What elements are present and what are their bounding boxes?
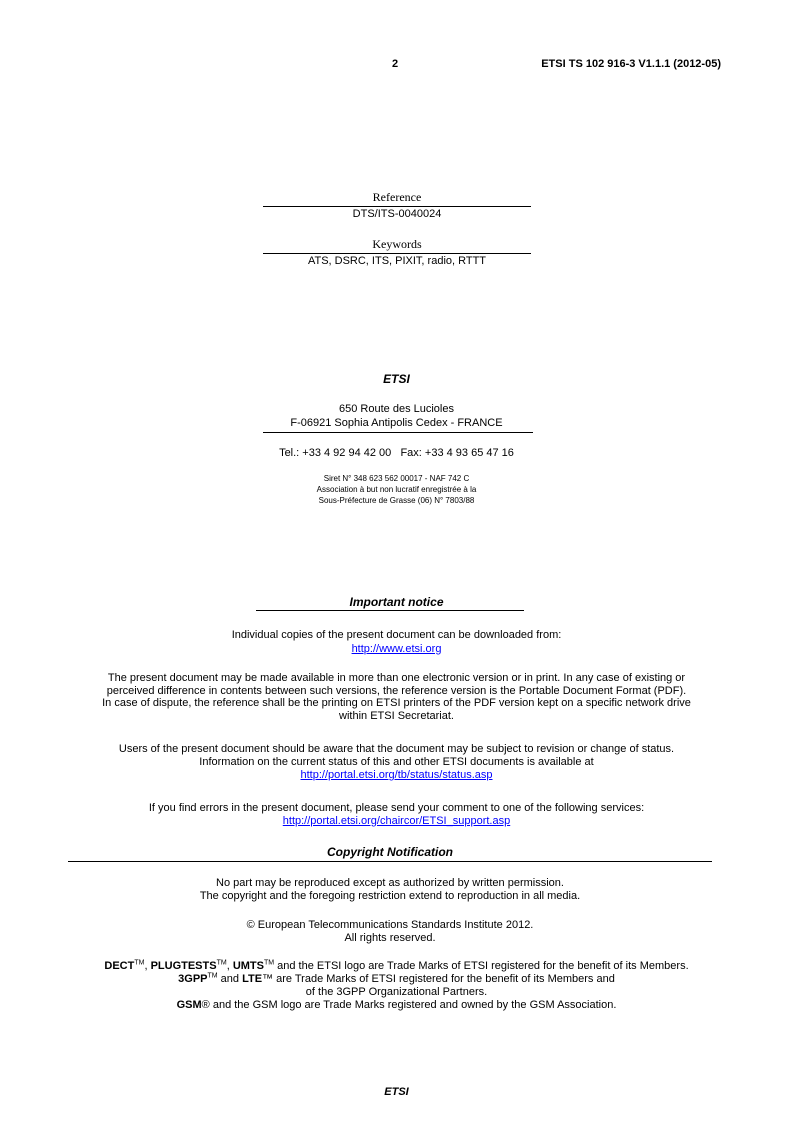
- support-link[interactable]: http://portal.etsi.org/chaircor/ETSI_support.asp: [282, 815, 511, 827]
- trademarks-block: [0, 960, 793, 1012]
- tm-sup: TM: [134, 959, 145, 967]
- copyright-owner-block: [0, 919, 780, 945]
- dect-mark: DECT: [104, 960, 135, 972]
- trademark-line-4-tail: ® and the GSM logo are Trade Marks registered and owned by the GSM Association.: [201, 999, 617, 1011]
- trademark-line-3: of the 3GPP Organizational Partners.: [305, 986, 488, 998]
- legal-line-3: Sous-Préfecture de Grasse (06) N° 7803/88: [318, 496, 475, 505]
- umts-mark: UMTS: [232, 960, 264, 972]
- address-divider: [263, 432, 533, 433]
- notice-p1-line-1: The present document may be made available in more than one electronic version or in print. In any case of existing or: [107, 672, 686, 684]
- copyright-title: Copyright Notification: [327, 845, 453, 859]
- important-notice-title: Important notice: [349, 595, 444, 609]
- notice-p1-line-4: within ETSI Secretariat.: [339, 709, 454, 722]
- tm-sup: TM: [207, 972, 218, 980]
- keywords-divider: [263, 253, 531, 254]
- notice-p1-line-2: perceived difference in contents between such versions, the reference version is the Portable Document Format (PDF).: [106, 684, 687, 697]
- copyright-line-2: The copyright and the foregoing restriction extend to reproduction in all media.: [199, 890, 581, 902]
- legal-line-1: Siret N° 348 623 562 00017 - NAF 742 C: [323, 474, 470, 483]
- copyright-block: [0, 877, 780, 903]
- 3gpp-mark: 3GPP: [178, 973, 208, 985]
- plugtests-mark: PLUGTESTS: [150, 960, 217, 972]
- copyright-line-1: No part may be reproduced except as authorized by written permission.: [216, 877, 564, 889]
- keywords-value: ATS, DSRC, ITS, PIXIT, radio, RTTT: [307, 255, 487, 267]
- legal-line-2: Association à but non lucratif enregistrée à la: [316, 485, 477, 494]
- trademark-line-1-tail: and the ETSI logo are Trade Marks of ETSI registered for the benefit of its Members.: [274, 960, 689, 972]
- notice-divider: [256, 610, 524, 611]
- address-city: F-06921 Sophia Antipolis Cedex - FRANCE: [290, 417, 503, 429]
- trademark-line-2-tail: ™ are Trade Marks of ETSI registered for the benefit of its Members and: [262, 973, 615, 985]
- phone-fax: Tel.: +33 4 92 94 42 00 Fax: +33 4 93 65 47 16: [279, 447, 514, 459]
- trademark-line-4: [0, 999, 793, 1012]
- notice-p2-line-2: Information on the current status of this and other ETSI documents is available at: [199, 756, 594, 768]
- tm-sup: TM: [216, 959, 227, 967]
- etsi-website-link[interactable]: http://www.etsi.org: [351, 643, 442, 655]
- notice-paragraph-1: [40, 672, 753, 722]
- reference-label: Reference: [372, 190, 422, 204]
- notice-paragraph-3: [40, 802, 753, 828]
- download-text: Individual copies of the present document can be downloaded from:: [231, 629, 562, 641]
- copyright-line-4: All rights reserved.: [344, 932, 436, 944]
- download-link-wrap: [0, 643, 793, 655]
- notice-p2-line-1: Users of the present document should be aware that the document may be subject to revision or change of status.: [118, 743, 675, 755]
- document-id: ETSI TS 102 916-3 V1.1.1 (2012-05): [541, 58, 721, 70]
- notice-paragraph-2: [40, 743, 753, 782]
- copyright-line-3: © European Telecommunications Standards Institute 2012.: [246, 919, 534, 931]
- reference-divider: [263, 206, 531, 207]
- notice-p3-line-1: If you find errors in the present document, please send your comment to one of the following services:: [148, 802, 645, 814]
- trademark-line-2: [0, 973, 793, 986]
- keywords-label: Keywords: [372, 237, 422, 251]
- gsm-mark: GSM: [176, 999, 202, 1011]
- and-text: and: [217, 973, 243, 985]
- lte-mark: LTE: [242, 973, 263, 985]
- notice-p1-line-3: In case of dispute, the reference shall be the printing on ETSI printers of the PDF version kept on a specific network drive: [102, 697, 691, 709]
- address-street: 650 Route des Lucioles: [339, 403, 454, 415]
- status-link[interactable]: http://portal.etsi.org/tb/status/status.asp: [300, 769, 493, 781]
- trademark-line-1: DECT™, PLUGTESTS™, UMTS™ and the ETSI logo are Trade Marks of ETSI registered for the benefit of its Members.: [104, 959, 689, 972]
- etsi-heading: ETSI: [383, 372, 410, 386]
- copyright-divider: [68, 861, 712, 862]
- status-link-line: [40, 769, 753, 782]
- page-number: 2: [392, 58, 399, 70]
- support-link-line: [40, 815, 753, 828]
- footer-etsi: ETSI: [384, 1086, 409, 1098]
- reference-value: DTS/ITS-0040024: [352, 208, 442, 220]
- tm-sup: TM: [263, 959, 275, 967]
